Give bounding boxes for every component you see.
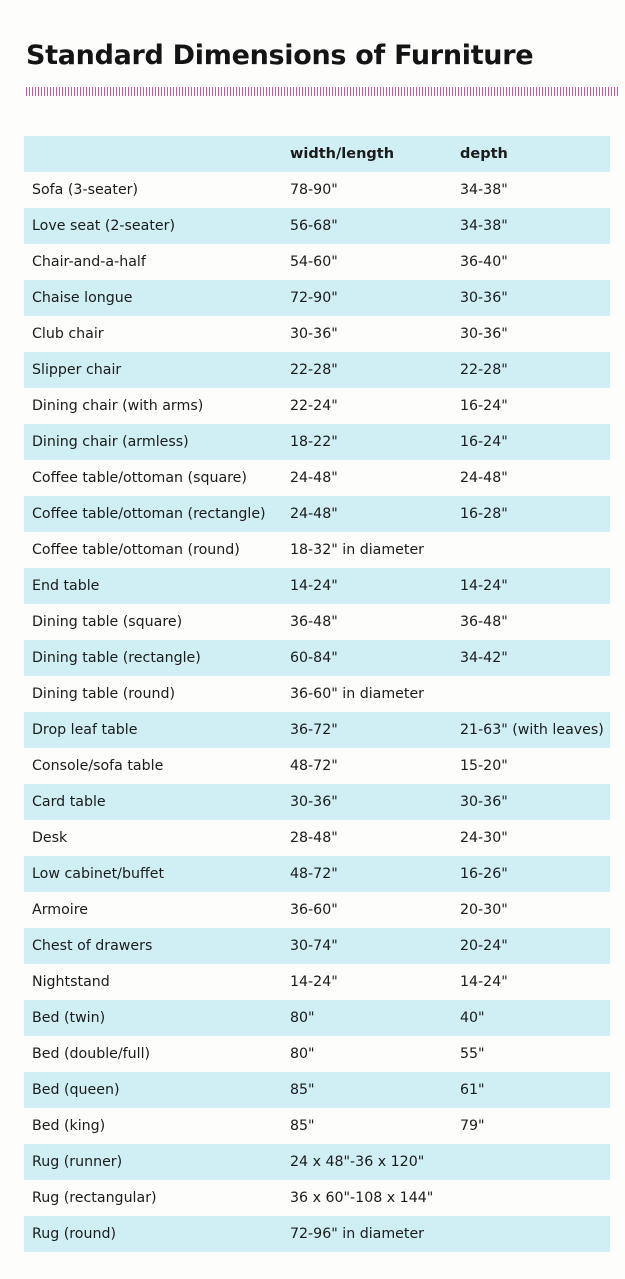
width-length-cell: 24-48"	[290, 470, 338, 486]
width-length-cell: 36-72"	[290, 722, 338, 738]
depth-cell: 20-24"	[460, 938, 508, 954]
item-name-cell: Rug (rectangular)	[32, 1190, 157, 1206]
item-name-cell: Dining table (rectangle)	[32, 650, 201, 666]
table-row	[24, 892, 610, 928]
width-length-cell: 85"	[290, 1118, 315, 1134]
item-name-cell: Desk	[32, 830, 68, 846]
width-length-cell: 80"	[290, 1046, 315, 1062]
table-row	[24, 1180, 610, 1216]
item-name-cell: Chaise longue	[32, 290, 133, 306]
item-name-cell: Coffee table/ottoman (square)	[32, 470, 247, 486]
item-name-cell: Club chair	[32, 326, 104, 342]
width-length-cell: 30-36"	[290, 326, 338, 342]
depth-cell: 16-28"	[460, 506, 508, 522]
item-name-cell: Chest of drawers	[32, 938, 153, 954]
table-row	[24, 208, 610, 244]
depth-cell: 20-30"	[460, 902, 508, 918]
table-row	[24, 244, 610, 280]
width-length-cell: 30-36"	[290, 794, 338, 810]
item-name-cell: Coffee table/ottoman (round)	[32, 542, 240, 558]
width-length-cell: 14-24"	[290, 974, 338, 990]
table-row	[24, 676, 610, 712]
width-length-cell: 24 x 48"-36 x 120"	[290, 1154, 425, 1170]
item-name-cell: Dining chair (with arms)	[32, 398, 204, 414]
item-name-cell: Love seat (2-seater)	[32, 218, 176, 234]
width-length-cell: 48-72"	[290, 866, 338, 882]
table-row	[24, 172, 610, 208]
width-length-cell: 14-24"	[290, 578, 338, 594]
item-name-cell: Coffee table/ottoman (rectangle)	[32, 506, 266, 522]
item-name-cell: Bed (queen)	[32, 1082, 120, 1098]
depth-cell: 61"	[460, 1082, 485, 1098]
width-length-cell: 80"	[290, 1010, 315, 1026]
item-name-cell: Sofa (3-seater)	[32, 182, 139, 198]
table-row	[24, 1144, 610, 1180]
depth-cell: 22-28"	[460, 362, 508, 378]
width-length-cell: 24-48"	[290, 506, 338, 522]
width-length-cell: 18-22"	[290, 434, 338, 450]
width-length-cell: 54-60"	[290, 254, 338, 270]
header-width-length: width/length	[290, 146, 395, 162]
table-row	[24, 856, 610, 892]
item-name-cell: End table	[32, 578, 100, 594]
table-row	[24, 712, 610, 748]
item-name-cell: Bed (king)	[32, 1118, 106, 1134]
table-row	[24, 1108, 610, 1144]
item-name-cell: Console/sofa table	[32, 758, 164, 774]
table-row	[24, 604, 610, 640]
item-name-cell: Dining chair (armless)	[32, 434, 189, 450]
depth-cell: 34-42"	[460, 650, 508, 666]
depth-cell: 30-36"	[460, 794, 508, 810]
width-length-cell: 78-90"	[290, 182, 338, 198]
table-row	[24, 316, 610, 352]
item-name-cell: Nightstand	[32, 974, 110, 990]
depth-cell: 16-24"	[460, 398, 508, 414]
item-name-cell: Bed (double/full)	[32, 1046, 151, 1062]
table-row	[24, 352, 610, 388]
depth-cell: 24-48"	[460, 470, 508, 486]
width-length-cell: 30-74"	[290, 938, 338, 954]
table-row	[24, 1216, 610, 1252]
width-length-cell: 48-72"	[290, 758, 338, 774]
depth-cell: 36-40"	[460, 254, 508, 270]
depth-cell: 79"	[460, 1118, 485, 1134]
depth-cell: 30-36"	[460, 290, 508, 306]
item-name-cell: Low cabinet/buffet	[32, 866, 165, 882]
width-length-cell: 36-48"	[290, 614, 338, 630]
depth-cell: 34-38"	[460, 218, 508, 234]
depth-cell: 15-20"	[460, 758, 508, 774]
table-row	[24, 1072, 610, 1108]
item-name-cell: Bed (twin)	[32, 1010, 106, 1026]
width-length-cell: 72-96" in diameter	[290, 1226, 425, 1242]
page-title: Standard Dimensions of Furniture	[26, 40, 534, 71]
width-length-cell: 22-24"	[290, 398, 338, 414]
table-row	[24, 388, 610, 424]
width-length-cell: 36 x 60"-108 x 144"	[290, 1190, 434, 1206]
item-name-cell: Dining table (square)	[32, 614, 183, 630]
width-length-cell: 36-60" in diameter	[290, 686, 425, 702]
depth-cell: 55"	[460, 1046, 485, 1062]
width-length-cell: 18-32" in diameter	[290, 542, 425, 558]
depth-cell: 21-63" (with leaves)	[460, 722, 604, 738]
table-header-row	[24, 136, 610, 172]
table-row	[24, 748, 610, 784]
depth-cell: 14-24"	[460, 578, 508, 594]
width-length-cell: 28-48"	[290, 830, 338, 846]
dimensions-table	[24, 136, 610, 1252]
width-length-cell: 36-60"	[290, 902, 338, 918]
table-row	[24, 928, 610, 964]
table-row	[24, 820, 610, 856]
width-length-cell: 72-90"	[290, 290, 338, 306]
item-name-cell: Slipper chair	[32, 362, 122, 378]
table-row	[24, 640, 610, 676]
depth-cell: 16-24"	[460, 434, 508, 450]
item-name-cell: Armoire	[32, 902, 88, 918]
item-name-cell: Dining table (round)	[32, 686, 176, 702]
item-name-cell: Chair-and-a-half	[32, 254, 146, 270]
header-depth: depth	[460, 146, 508, 162]
table-row	[24, 1000, 610, 1036]
depth-cell: 30-36"	[460, 326, 508, 342]
depth-cell: 40"	[460, 1010, 485, 1026]
table-row	[24, 460, 610, 496]
item-name-cell: Card table	[32, 794, 106, 810]
depth-cell: 34-38"	[460, 182, 508, 198]
width-length-cell: 60-84"	[290, 650, 338, 666]
item-name-cell: Drop leaf table	[32, 722, 138, 738]
table-row	[24, 424, 610, 460]
table-row	[24, 532, 610, 568]
decorative-rule	[26, 87, 618, 96]
item-name-cell: Rug (round)	[32, 1226, 116, 1242]
table-row	[24, 1036, 610, 1072]
table-row	[24, 280, 610, 316]
table-row	[24, 496, 610, 532]
width-length-cell: 85"	[290, 1082, 315, 1098]
depth-cell: 14-24"	[460, 974, 508, 990]
depth-cell: 16-26"	[460, 866, 508, 882]
depth-cell: 24-30"	[460, 830, 508, 846]
width-length-cell: 22-28"	[290, 362, 338, 378]
table-row	[24, 784, 610, 820]
width-length-cell: 56-68"	[290, 218, 338, 234]
item-name-cell: Rug (runner)	[32, 1154, 123, 1170]
table-row	[24, 568, 610, 604]
depth-cell: 36-48"	[460, 614, 508, 630]
table-row	[24, 964, 610, 1000]
